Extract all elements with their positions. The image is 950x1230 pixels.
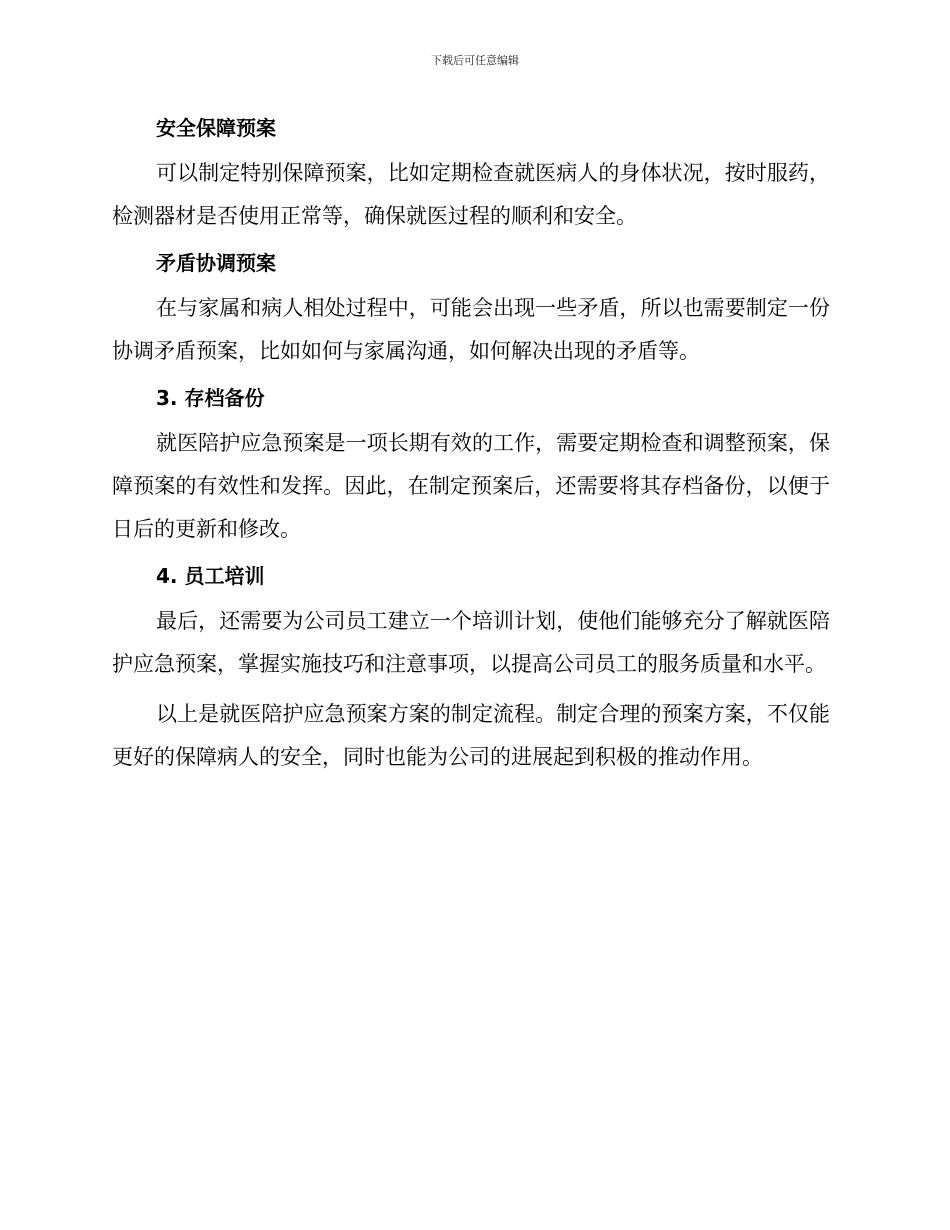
- section-paragraph-conclusion: 以上是就医陪护应急预案方案的制定流程。制定合理的预案方案，不仅能更好的保障病人的安全，同时也能为公司的进展起到积极的推动作用。: [112, 702, 830, 769]
- section-heading-training: 4. 员工培训: [156, 564, 265, 588]
- page-header: 下载后可任意编辑: [431, 54, 519, 67]
- section-paragraph-conflict: 在与家属和病人相处过程中，可能会出现一些矛盾，所以也需要制定一份协调矛盾预案，比如如何与家属沟通，如何解决出现的矛盾等。: [112, 296, 830, 363]
- section-heading-safety: 安全保障预案: [156, 116, 276, 140]
- section-heading-archive: 3. 存档备份: [156, 386, 265, 410]
- section-paragraph-archive: 就医陪护应急预案是一项长期有效的工作，需要定期检查和调整预案，保障预案的有效性和发挥。因此，在制定预案后，还需要将其存档备份，以便于日后的更新和修改。: [112, 431, 830, 541]
- document-body: [112, 110, 830, 779]
- section-paragraph-training: 最后，还需要为公司员工建立一个培训计划，使他们能够充分了解就医陪护应急预案，掌握实施技巧和注意事项，以提高公司员工的服务质量和水平。: [112, 609, 830, 676]
- section-heading-conflict: 矛盾协调预案: [156, 251, 276, 275]
- section-paragraph-safety: 可以制定特别保障预案，比如定期检查就医病人的身体状况，按时服药，检测器材是否使用正常等，确保就医过程的顺利和安全。: [112, 161, 830, 228]
